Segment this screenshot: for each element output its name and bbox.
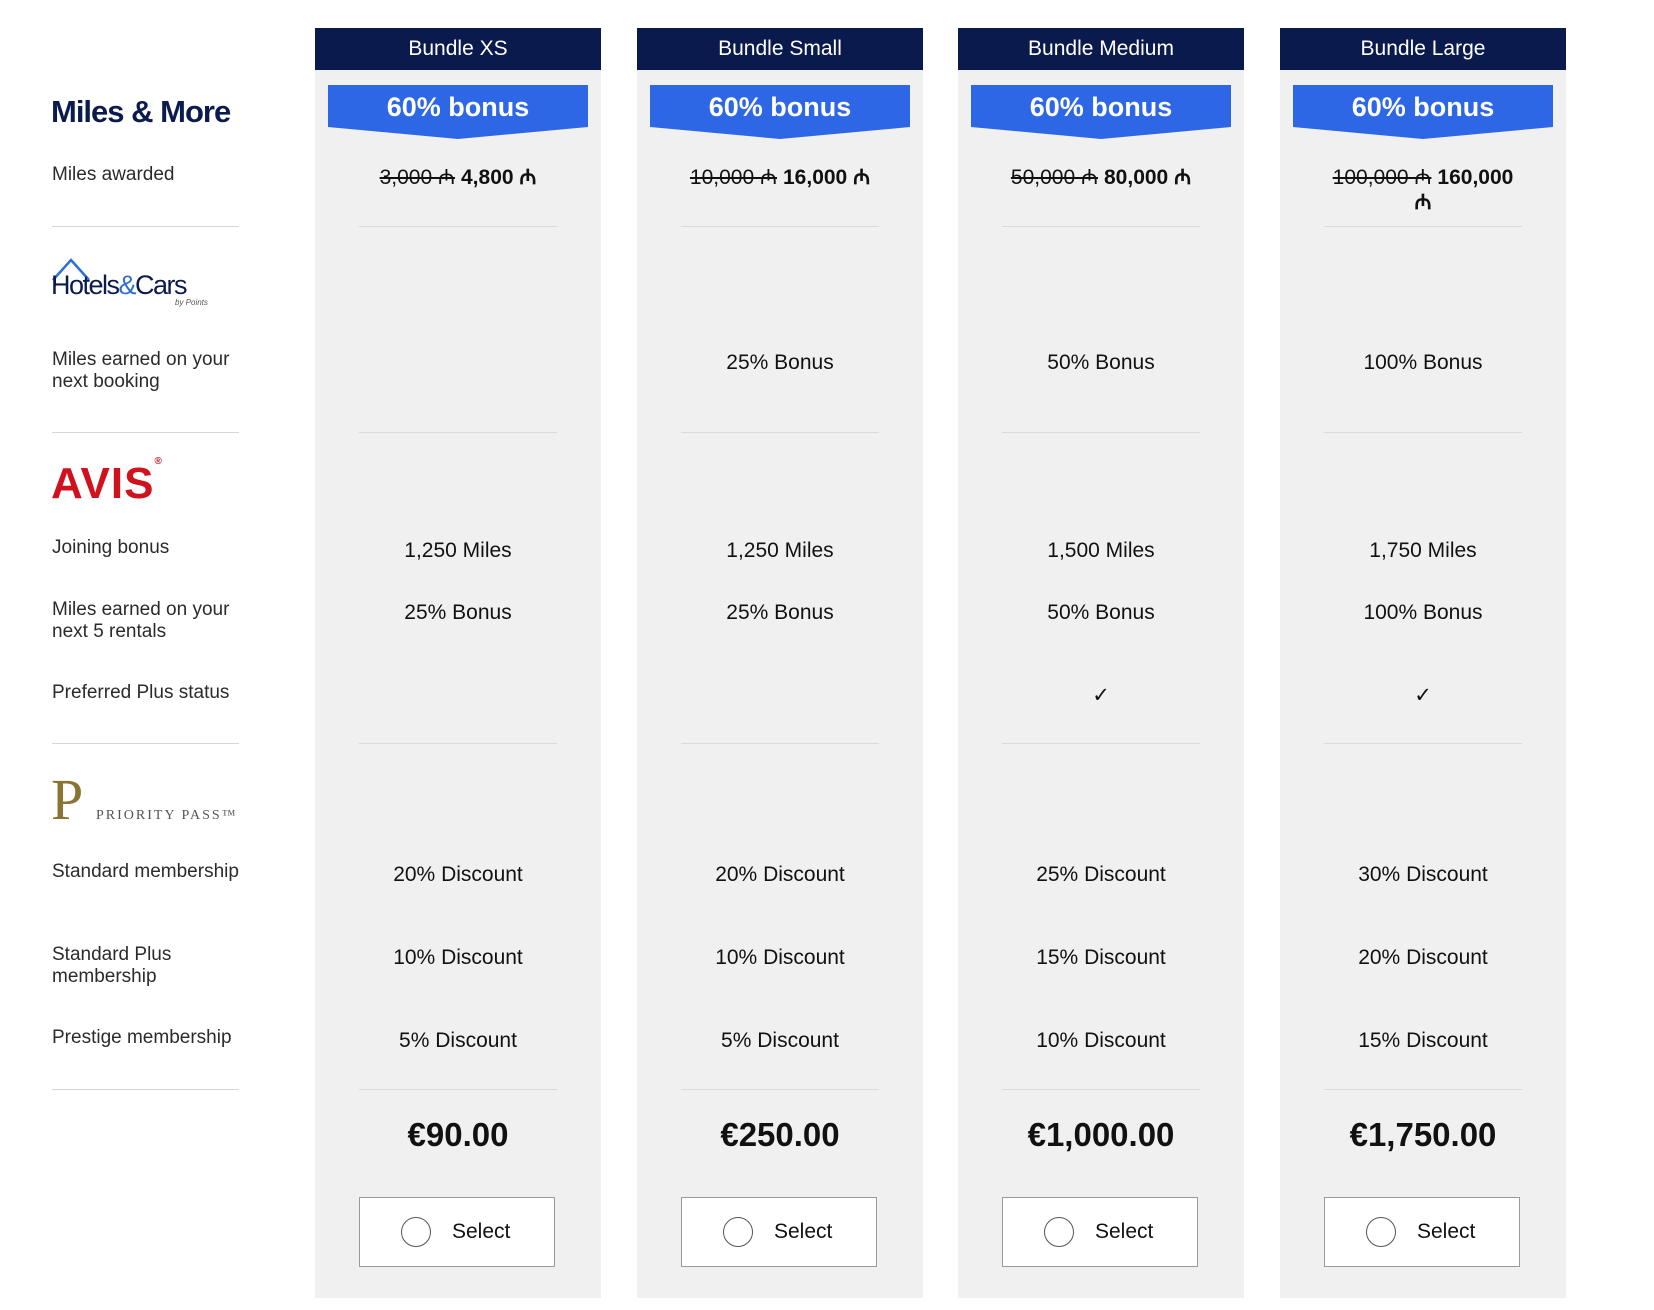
miles-awarded — [365, 165, 551, 190]
select-label: Select — [774, 1220, 833, 1243]
bonus-ribbon — [328, 85, 588, 139]
divider — [681, 1089, 879, 1090]
label-preferred-plus: Preferred Plus status — [52, 682, 230, 703]
joining-bonus: 1,500 Miles — [1047, 539, 1155, 562]
priority-pass-logo: P PRIORITY PASS™ — [51, 767, 238, 832]
label-joining-bonus: Joining bonus — [52, 537, 170, 558]
bonus-label: 60% bonus — [1029, 92, 1173, 122]
miles-old: 3,000 ₼ — [379, 166, 455, 189]
prestige-discount: 10% Discount — [1036, 1029, 1166, 1052]
bundle-title: Bundle Large — [1280, 28, 1566, 70]
label-rentals-miles: Miles earned on your next 5 rentals — [52, 599, 230, 642]
preferred-plus-check: ✓ — [1414, 684, 1432, 707]
divider — [1324, 432, 1522, 433]
standard-plus-discount: 20% Discount — [1358, 946, 1488, 969]
miles-new: 160,000 ₼ — [1414, 166, 1514, 214]
divider — [52, 226, 239, 227]
divider — [1324, 226, 1522, 227]
miles-awarded — [687, 165, 873, 190]
bundle-column — [315, 28, 601, 1298]
select-button[interactable] — [359, 1197, 555, 1267]
bundle-column — [1280, 28, 1566, 1298]
bundle-price: €90.00 — [407, 1116, 509, 1153]
prestige-discount: 15% Discount — [1358, 1029, 1488, 1052]
select-label: Select — [1417, 1220, 1476, 1243]
bundle-column — [958, 28, 1244, 1298]
rentals-bonus: 50% Bonus — [1047, 601, 1155, 624]
divider — [681, 743, 879, 744]
divider — [1002, 432, 1200, 433]
rentals-bonus: 100% Bonus — [1363, 601, 1483, 624]
miles-old: 50,000 ₼ — [1010, 166, 1098, 189]
miles-new: 80,000 ₼ — [1104, 166, 1192, 189]
divider — [359, 743, 557, 744]
radio-icon[interactable] — [723, 1217, 753, 1247]
joining-bonus: 1,250 Miles — [404, 539, 512, 562]
miles-old: 100,000 ₼ — [1332, 166, 1432, 189]
miles-old: 10,000 ₼ — [689, 166, 777, 189]
standard-plus-discount: 10% Discount — [393, 946, 523, 969]
bundle-price: €250.00 — [720, 1116, 840, 1153]
divider — [1324, 1089, 1522, 1090]
divider — [1324, 743, 1522, 744]
divider — [1002, 743, 1200, 744]
select-button[interactable] — [1002, 1197, 1198, 1267]
standard-discount: 20% Discount — [393, 863, 523, 886]
joining-bonus: 1,250 Miles — [726, 539, 834, 562]
divider — [359, 226, 557, 227]
standard-discount: 20% Discount — [715, 863, 845, 886]
select-button[interactable] — [1324, 1197, 1520, 1267]
standard-plus-discount: 15% Discount — [1036, 946, 1166, 969]
divider — [52, 1089, 239, 1090]
bonus-ribbon — [1293, 85, 1553, 139]
bundle-title: Bundle Medium — [958, 28, 1244, 70]
prestige-discount: 5% Discount — [399, 1029, 517, 1052]
divider — [52, 432, 239, 433]
avis-logo: AVIS® — [51, 456, 163, 508]
radio-icon[interactable] — [401, 1217, 431, 1247]
divider — [1002, 226, 1200, 227]
label-standard: Standard membership — [52, 861, 239, 882]
hotels-bonus: 100% Bonus — [1363, 351, 1483, 374]
bundle-column — [637, 28, 923, 1298]
divider — [1002, 1089, 1200, 1090]
miles-awarded — [1008, 165, 1194, 190]
standard-plus-discount: 10% Discount — [715, 946, 845, 969]
miles-new: 4,800 ₼ — [461, 166, 537, 189]
label-miles-awarded: Miles awarded — [52, 164, 175, 185]
miles-new: 16,000 ₼ — [783, 166, 871, 189]
label-prestige: Prestige membership — [52, 1027, 232, 1048]
rentals-bonus: 25% Bonus — [404, 601, 512, 624]
divider — [359, 1089, 557, 1090]
bundle-price: €1,750.00 — [1349, 1116, 1497, 1153]
bundle-title: Bundle Small — [637, 28, 923, 70]
label-hotels-miles: Miles earned on your next booking — [52, 349, 230, 392]
miles-awarded — [1330, 165, 1516, 215]
divider — [52, 743, 239, 744]
standard-discount: 30% Discount — [1358, 863, 1488, 886]
divider — [681, 432, 879, 433]
hotels-bonus: 50% Bonus — [1047, 351, 1155, 374]
bonus-label: 60% bonus — [708, 92, 852, 122]
hotels-and-cars-logo: Hotels&Cars by Points — [51, 256, 226, 314]
radio-icon[interactable] — [1044, 1217, 1074, 1247]
bundle-price: €1,000.00 — [1027, 1116, 1175, 1153]
label-standard-plus: Standard Plus membership — [52, 944, 172, 987]
divider — [681, 226, 879, 227]
rentals-bonus: 25% Bonus — [726, 601, 834, 624]
divider — [359, 432, 557, 433]
select-button[interactable] — [681, 1197, 877, 1267]
radio-icon[interactable] — [1366, 1217, 1396, 1247]
hotels-bonus: 25% Bonus — [726, 351, 834, 374]
bonus-ribbon — [650, 85, 910, 139]
bonus-ribbon — [971, 85, 1231, 139]
miles-and-more-logo: Miles & More — [51, 94, 231, 129]
select-label: Select — [452, 1220, 511, 1243]
bonus-label: 60% bonus — [1351, 92, 1495, 122]
bundle-title: Bundle XS — [315, 28, 601, 70]
bonus-label: 60% bonus — [386, 92, 530, 122]
select-label: Select — [1095, 1220, 1154, 1243]
preferred-plus-check: ✓ — [1092, 684, 1110, 707]
prestige-discount: 5% Discount — [721, 1029, 839, 1052]
standard-discount: 25% Discount — [1036, 863, 1166, 886]
joining-bonus: 1,750 Miles — [1369, 539, 1477, 562]
